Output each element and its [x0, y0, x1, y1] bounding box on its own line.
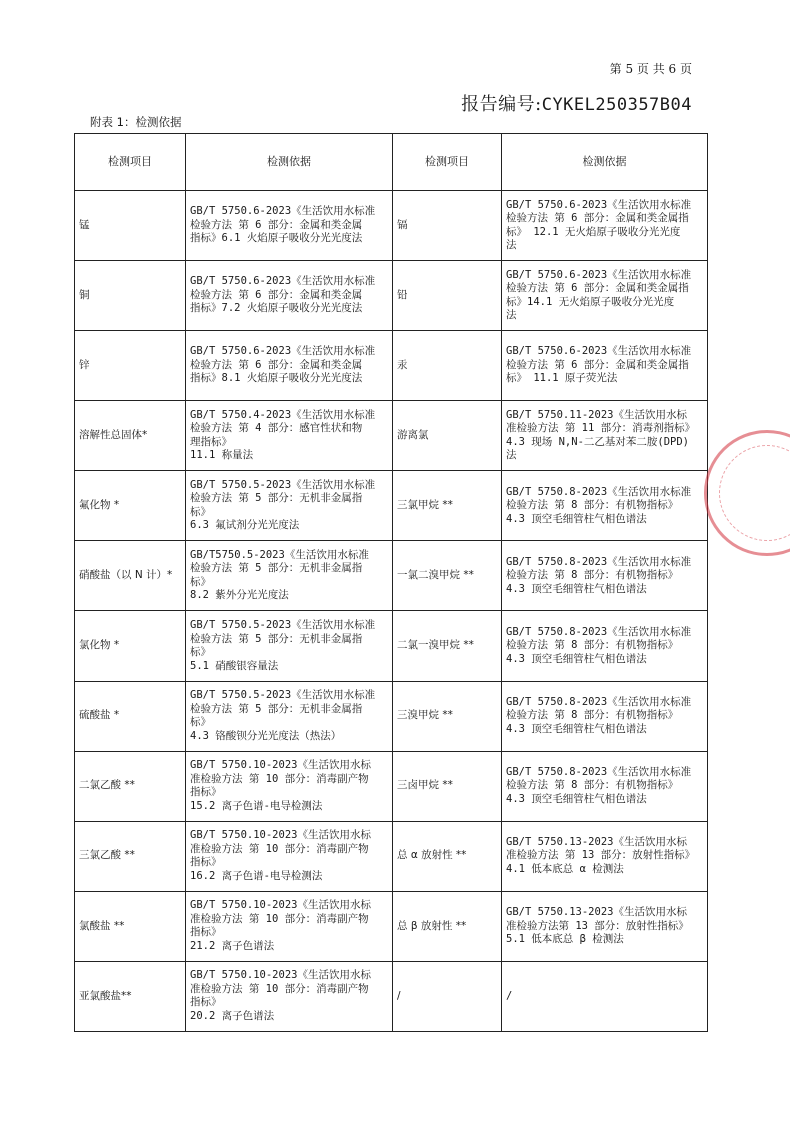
test-basis-cell: GB/T 5750.6-2023《生活饮用水标准 检验方法 第 6 部分：金属和类金属 指标》8.1 火焰原子吸收分光光度法 [186, 331, 393, 401]
test-item-cell: 汞 [393, 331, 502, 401]
test-basis-cell: GB/T 5750.10-2023《生活饮用水标 准检验方法 第 10 部分：消毒副产物 指标》 15.2 离子色谱-电导检测法 [186, 751, 393, 821]
test-basis-cell: GB/T 5750.6-2023《生活饮用水标准 检验方法 第 6 部分：金属和类金属指 标》14.1 无火焰原子吸收分光光度 法 [502, 261, 708, 331]
test-basis-cell: GB/T 5750.8-2023《生活饮用水标准 检验方法 第 8 部分：有机物指标》 4.3 顶空毛细管柱气相色谱法 [502, 541, 708, 611]
test-item-cell: 氟化物 * [75, 471, 186, 541]
test-basis-cell: GB/T 5750.6-2023《生活饮用水标准 检验方法 第 6 部分：金属和类金属指 标》 11.1 原子荧光法 [502, 331, 708, 401]
test-item-cell: 锰 [75, 191, 186, 261]
test-basis-cell: GB/T 5750.5-2023《生活饮用水标准 检验方法 第 5 部分：无机非金属指 标》 4.3 铬酸钡分光光度法（热法） [186, 681, 393, 751]
column-header: 检测依据 [186, 134, 393, 191]
test-basis-cell: / [502, 961, 708, 1031]
table-caption: 附表 1：检测依据 [90, 115, 182, 129]
test-item-cell: 一氯二溴甲烷 ** [393, 541, 502, 611]
test-basis-cell: GB/T 5750.8-2023《生活饮用水标准 检验方法 第 8 部分：有机物指标》 4.3 顶空毛细管柱气相色谱法 [502, 751, 708, 821]
test-item-cell: 铅 [393, 261, 502, 331]
test-item-cell: 二氯一溴甲烷 ** [393, 611, 502, 681]
table-row [75, 261, 708, 331]
inspection-basis-table [74, 133, 708, 1032]
table-row [75, 961, 708, 1031]
table-header-row [75, 134, 708, 191]
table-row [75, 471, 708, 541]
seal-inner-ring [710, 436, 790, 550]
report-number-value: CYKEL250357B04 [541, 95, 692, 115]
test-item-cell: 总 α 放射性 ** [393, 821, 502, 891]
test-basis-cell: GB/T 5750.4-2023《生活饮用水标准 检验方法 第 4 部分：感官性状和物 理指标》 11.1 称量法 [186, 401, 393, 471]
test-item-cell: 溶解性总固体* [75, 401, 186, 471]
test-basis-cell: GB/T5750.5-2023《生活饮用水标准 检验方法 第 5 部分：无机非金属指 标》 8.2 紫外分光光度法 [186, 541, 393, 611]
test-item-cell: 氯化物 * [75, 611, 186, 681]
test-basis-cell: GB/T 5750.10-2023《生活饮用水标 准检验方法 第 10 部分：消毒副产物 指标》 20.2 离子色谱法 [186, 961, 393, 1031]
column-header: 检测项目 [75, 134, 186, 191]
table-row [75, 611, 708, 681]
column-header: 检测依据 [502, 134, 708, 191]
page-number: 第 5 页 共 6 页 [609, 62, 692, 76]
test-basis-cell: GB/T 5750.8-2023《生活饮用水标准 检验方法 第 8 部分：有机物指标》 4.3 顶空毛细管柱气相色谱法 [502, 471, 708, 541]
table-row [75, 401, 708, 471]
test-item-cell: 锌 [75, 331, 186, 401]
table-row [75, 191, 708, 261]
test-basis-cell: GB/T 5750.13-2023《生活饮用水标 准检验方法第 13 部分：放射性指标》 5.1 低本底总 β 检测法 [502, 891, 708, 961]
test-basis-cell: GB/T 5750.6-2023《生活饮用水标准 检验方法 第 6 部分：金属和类金属指 标》 12.1 无火焰原子吸收分光光度 法 [502, 191, 708, 261]
table-row [75, 331, 708, 401]
test-item-cell: 亚氯酸盐** [75, 961, 186, 1031]
report-number-label: 报告编号: [461, 94, 542, 115]
test-basis-cell: GB/T 5750.8-2023《生活饮用水标准 检验方法 第 8 部分：有机物指标》 4.3 顶空毛细管柱气相色谱法 [502, 611, 708, 681]
test-item-cell: 三氯乙酸 ** [75, 821, 186, 891]
test-basis-cell: GB/T 5750.10-2023《生活饮用水标 准检验方法 第 10 部分：消毒副产物 指标》 21.2 离子色谱法 [186, 891, 393, 961]
test-item-cell: 硫酸盐 * [75, 681, 186, 751]
report-number [461, 90, 692, 116]
table-row [75, 891, 708, 961]
test-item-cell: 三卤甲烷 ** [393, 751, 502, 821]
test-basis-cell: GB/T 5750.10-2023《生活饮用水标 准检验方法 第 10 部分：消毒副产物 指标》 16.2 离子色谱-电导检测法 [186, 821, 393, 891]
test-item-cell: 三溴甲烷 ** [393, 681, 502, 751]
test-item-cell: / [393, 961, 502, 1031]
table-row [75, 751, 708, 821]
test-item-cell: 氯酸盐 ** [75, 891, 186, 961]
table-row [75, 541, 708, 611]
test-basis-cell: GB/T 5750.6-2023《生活饮用水标准 检验方法 第 6 部分：金属和类金属 指标》6.1 火焰原子吸收分光光度法 [186, 191, 393, 261]
test-item-cell: 镉 [393, 191, 502, 261]
test-item-cell: 二氯乙酸 ** [75, 751, 186, 821]
column-header: 检测项目 [393, 134, 502, 191]
test-item-cell: 铜 [75, 261, 186, 331]
test-basis-cell: GB/T 5750.13-2023《生活饮用水标 准检验方法 第 13 部分：放射性指标》 4.1 低本底总 α 检测法 [502, 821, 708, 891]
test-basis-cell: GB/T 5750.8-2023《生活饮用水标准 检验方法 第 8 部分：有机物指标》 4.3 顶空毛细管柱气相色谱法 [502, 681, 708, 751]
table-row [75, 821, 708, 891]
test-basis-cell: GB/T 5750.5-2023《生活饮用水标准 检验方法 第 5 部分：无机非金属指 标》 6.3 氟试剂分光光度法 [186, 471, 393, 541]
test-basis-cell: GB/T 5750.6-2023《生活饮用水标准 检验方法 第 6 部分：金属和类金属 指标》7.2 火焰原子吸收分光光度法 [186, 261, 393, 331]
test-basis-cell: GB/T 5750.5-2023《生活饮用水标准 检验方法 第 5 部分：无机非金属指 标》 5.1 硝酸银容量法 [186, 611, 393, 681]
test-item-cell: 硝酸盐（以 N 计）* [75, 541, 186, 611]
test-item-cell: 三氯甲烷 ** [393, 471, 502, 541]
test-item-cell: 游离氯 [393, 401, 502, 471]
test-basis-cell: GB/T 5750.11-2023《生活饮用水标 准检验方法 第 11 部分：消毒剂指标》 4.3 现场 N,N-二乙基对苯二胺(DPD) 法 [502, 401, 708, 471]
table-row [75, 681, 708, 751]
test-item-cell: 总 β 放射性 ** [393, 891, 502, 961]
